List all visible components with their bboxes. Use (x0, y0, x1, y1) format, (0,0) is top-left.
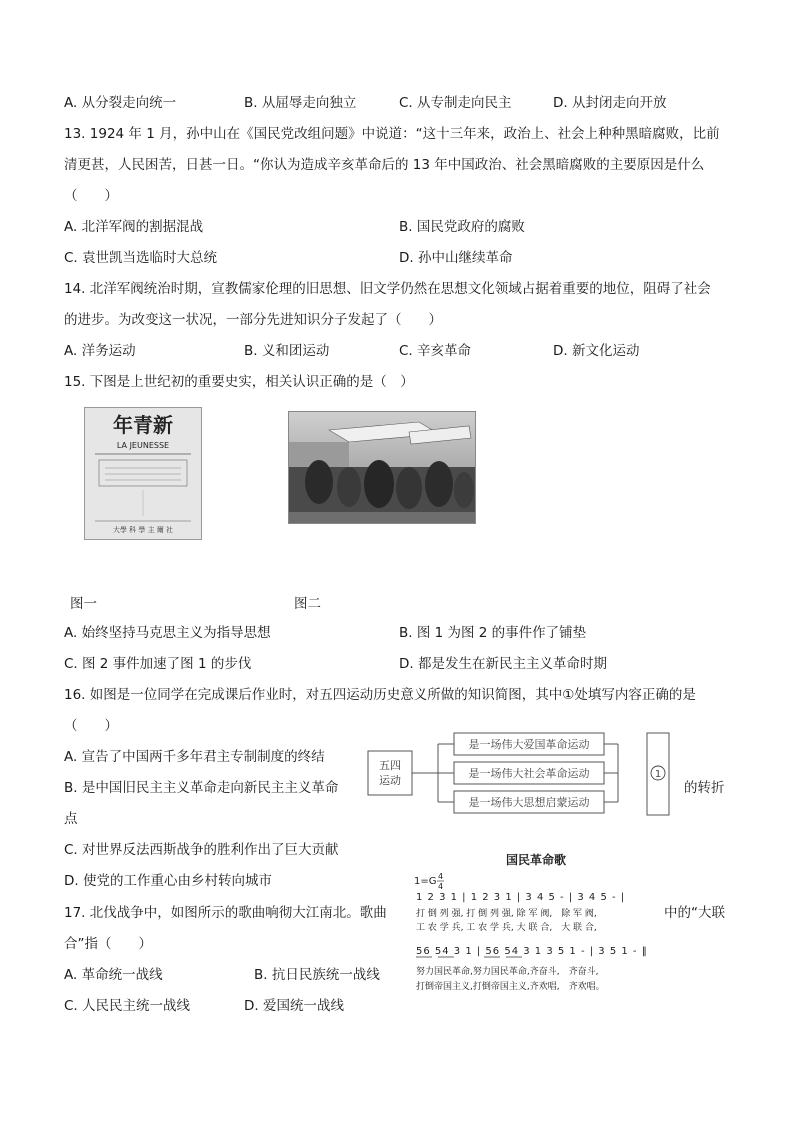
q15-option-a: A. 始终坚持马克思主义为指导思想 (64, 625, 271, 641)
q14-option-a: A. 洋务运动 (64, 343, 136, 359)
q15-option-d: D. 都是发生在新民主主义革命时期 (399, 656, 607, 672)
song-key: 1=G (414, 876, 437, 887)
q12-option-c: C. 从专制走向民主 (399, 95, 512, 111)
q14-option-b: B. 义和团运动 (244, 343, 330, 359)
q13-option-d: D. 孙中山继续革命 (399, 250, 513, 266)
q16-stem-line1: 16. 如图是一位同学在完成课后作业时，对五四运动历史意义所做的知识简图，其中①处填写内容正确的是 (64, 687, 696, 703)
q17-stem-line1-suffix: 中的“大联 (664, 905, 725, 921)
song-lyric-line1a: 打 倒 列 强, 打 倒 列 强, 除 军 阀, 除 军 阀, (416, 909, 597, 919)
q14-stem-line2: 的进步。为改变这一状况，一部分先进知识分子发起了（ ） (64, 312, 442, 328)
may-fourth-box-line2: 运动 (379, 774, 401, 787)
q15-option-c: C. 图 2 事件加速了图 1 的步伐 (64, 656, 252, 672)
magazine-cover-image (84, 407, 202, 540)
protest-painting-image (288, 411, 476, 524)
q17-option-a: A. 革命统一战线 (64, 967, 163, 983)
diagram-item-2: 是一场伟大社会革命运动 (468, 767, 590, 780)
figure1-caption: 图一 (70, 596, 97, 612)
q17-option-c: C. 人民民主统一战线 (64, 998, 191, 1014)
q17-option-d: D. 爱国统一战线 (244, 998, 344, 1014)
may-fourth-knowledge-diagram (366, 730, 676, 820)
q16-option-a: A. 宣告了中国两千多年君主专制制度的终结 (64, 749, 325, 765)
q16-option-b-continued: 点 (64, 811, 78, 827)
song-title: 国民革命歌 (505, 853, 567, 867)
song-notes-line1: 1 2 3 1 | 1 2 3 1 | 3 4 5 - | 3 4 5 - | (416, 892, 626, 903)
q13-option-c: C. 袁世凯当选临时大总统 (64, 250, 218, 266)
q16-option-b-suffix: 的转折 (684, 780, 725, 796)
diagram-item-1: 是一场伟大爱国革命运动 (468, 738, 590, 751)
magazine-title: 年青新 (113, 413, 173, 437)
q13-stem-line2: 清更甚，人民困苦，日甚一日。“你认为造成辛亥革命后的 13 年中国政治、社会黑暗腐败的主要原因是什么 (64, 157, 705, 173)
q13-stem-line3: （ ） (64, 188, 118, 204)
q14-stem-line1: 14. 北洋军阀统治时期，宣教儒家伦理的旧思想、旧文学仍然在思想文化领域占据着重要的地位，阻碍了社会 (64, 281, 711, 297)
q12-option-a: A. 从分裂走向统一 (64, 95, 177, 111)
diagram-item-3: 是一场伟大思想启蒙运动 (468, 796, 590, 809)
song-sheet (410, 848, 660, 1000)
may-fourth-box-line1: 五四 (379, 759, 401, 772)
q17-stem-line2: 合”指（ ） (64, 936, 152, 952)
magazine-subtitle: LA JEUNESSE (116, 441, 170, 450)
q16-option-d: D. 使党的工作重心由乡村转向城市 (64, 873, 272, 889)
svg-text:4: 4 (438, 872, 444, 881)
svg-text:4: 4 (438, 882, 444, 891)
q12-option-b: B. 从屈辱走向独立 (244, 95, 357, 111)
q13-option-a: A. 北洋军阀的割据混战 (64, 219, 204, 235)
q14-option-d: D. 新文化运动 (553, 343, 640, 359)
song-lyric-line2a: 努力国民革命,努力国民革命,齐奋斗, 齐奋斗, (416, 967, 599, 977)
q13-stem-line1: 13. 1924 年 1 月，孙中山在《国民党改组问题》中说道：“这十三年来，政治上、社会上种种黑暗腐败，比前 (64, 126, 720, 142)
q14-option-c: C. 辛亥革命 (399, 343, 472, 359)
figure2-caption: 图二 (294, 596, 321, 612)
song-lyric-line2b: 打倒帝国主义,打倒帝国主义,齐欢唱, 齐欢唱。 (416, 982, 605, 992)
q15-stem: 15. 下图是上世纪初的重要史实，相关认识正确的是（ ） (64, 374, 414, 390)
q17-stem-line1: 17. 北伐战争中，如图所示的歌曲响彻大江南北。歌曲 (64, 905, 387, 921)
q13-option-b: B. 国民党政府的腐败 (399, 219, 525, 235)
song-notes-line2: 56 54 3 1 | 56 54 3 1 3 5 1 - | 3 5 1 - ‖ (416, 946, 648, 957)
svg-text:1: 1 (654, 769, 662, 780)
song-lyric-line1b: 工 农 学 兵, 工 农 学 兵, 大 联 合, 大 联 合, (416, 923, 597, 933)
q16-option-b: B. 是中国旧民主主义革命走向新民主主义革命 (64, 780, 339, 796)
may-fourth-box (368, 751, 412, 795)
q15-option-b: B. 图 1 为图 2 的事件作了铺垫 (399, 625, 587, 641)
q16-stem-line2: （ ） (64, 718, 118, 734)
q16-option-c: C. 对世界反法西斯战争的胜利作出了巨大贡献 (64, 842, 339, 858)
q17-option-b: B. 抗日民族统一战线 (254, 967, 380, 983)
magazine-footer: 大學 科 學 主 爾 社 (112, 526, 174, 534)
q12-option-d: D. 从封闭走向开放 (553, 95, 667, 111)
